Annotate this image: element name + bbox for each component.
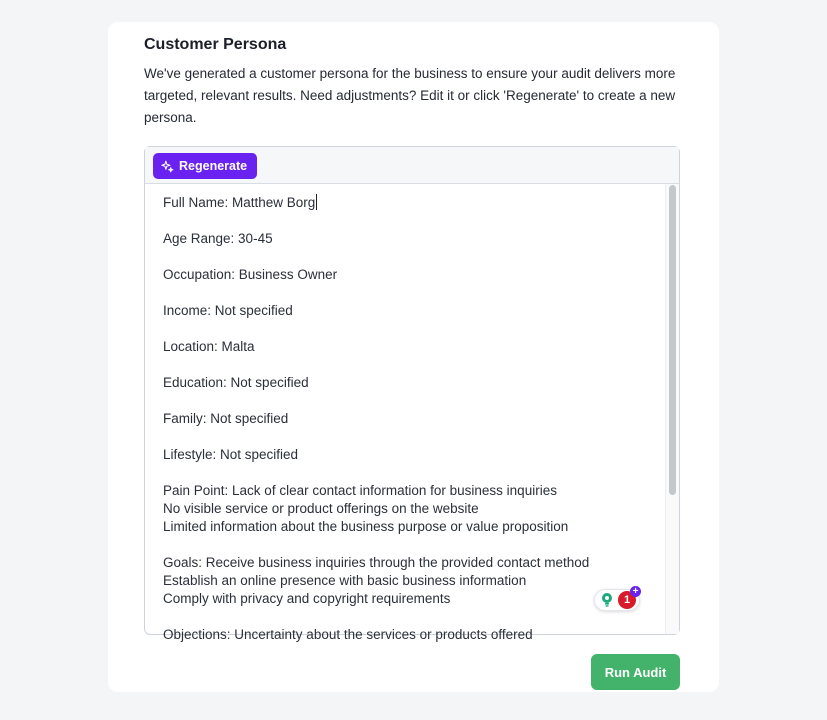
persona-field	[163, 626, 649, 644]
lightbulb-icon	[599, 592, 615, 613]
plus-icon: +	[630, 586, 641, 597]
persona-field-line: Lifestyle: Not specified	[163, 447, 299, 462]
persona-field	[163, 482, 649, 536]
persona-field-line: Income: Not specified	[163, 303, 293, 318]
notification-badge: 1	[618, 591, 636, 609]
persona-field-line: Objections: Uncertainty about the services or products offered	[163, 627, 533, 642]
persona-field	[163, 554, 649, 608]
persona-field-line: Family: Not specified	[163, 411, 289, 426]
persona-field-line: Goals: Receive business inquiries through the provided contact method	[163, 555, 590, 570]
regenerate-label: Regenerate	[179, 159, 248, 173]
persona-field	[163, 410, 649, 428]
persona-field-line: Occupation: Business Owner	[163, 267, 338, 282]
persona-field	[163, 374, 649, 392]
section-description: We've generated a customer persona for the business to ensure your audit delivers more targeted, relevant results. Need adjustments? Edit it or click 'Regenerate' to create a new persona.	[144, 66, 676, 125]
persona-field-line: Education: Not specified	[163, 375, 309, 390]
persona-text-area[interactable]	[145, 184, 679, 642]
persona-field	[163, 302, 649, 320]
persona-field	[163, 446, 649, 464]
persona-field-line: No visible service or product offerings on the website	[163, 501, 479, 516]
persona-field-line: Comply with privacy and copyright requirements	[163, 591, 451, 606]
persona-field	[163, 194, 649, 212]
editor-toolbar	[145, 147, 679, 184]
persona-field-line: Limited information about the business purpose or value proposition	[163, 519, 569, 534]
run-audit-button[interactable]: Run Audit	[591, 654, 680, 690]
persona-field	[163, 338, 649, 356]
persona-field	[163, 230, 649, 248]
text-cursor	[316, 194, 317, 210]
persona-field-line: Establish an online presence with basic business information	[163, 573, 527, 588]
persona-field-line: Location: Malta	[163, 339, 255, 354]
persona-field-line: Pain Point: Lack of clear contact information for business inquiries	[163, 483, 557, 498]
scrollbar-thumb[interactable]	[669, 185, 676, 495]
persona-editor[interactable]	[144, 146, 680, 642]
persona-card	[108, 22, 719, 692]
section-title: Customer Persona	[144, 36, 287, 53]
persona-field-line: Full Name: Matthew Borg	[163, 195, 316, 210]
sparkle-icon	[161, 160, 174, 173]
persona-field	[163, 266, 649, 284]
persona-field-line: Age Range: 30-45	[163, 231, 273, 246]
assistant-widget[interactable]	[594, 586, 644, 614]
regenerate-button[interactable]	[153, 153, 257, 179]
